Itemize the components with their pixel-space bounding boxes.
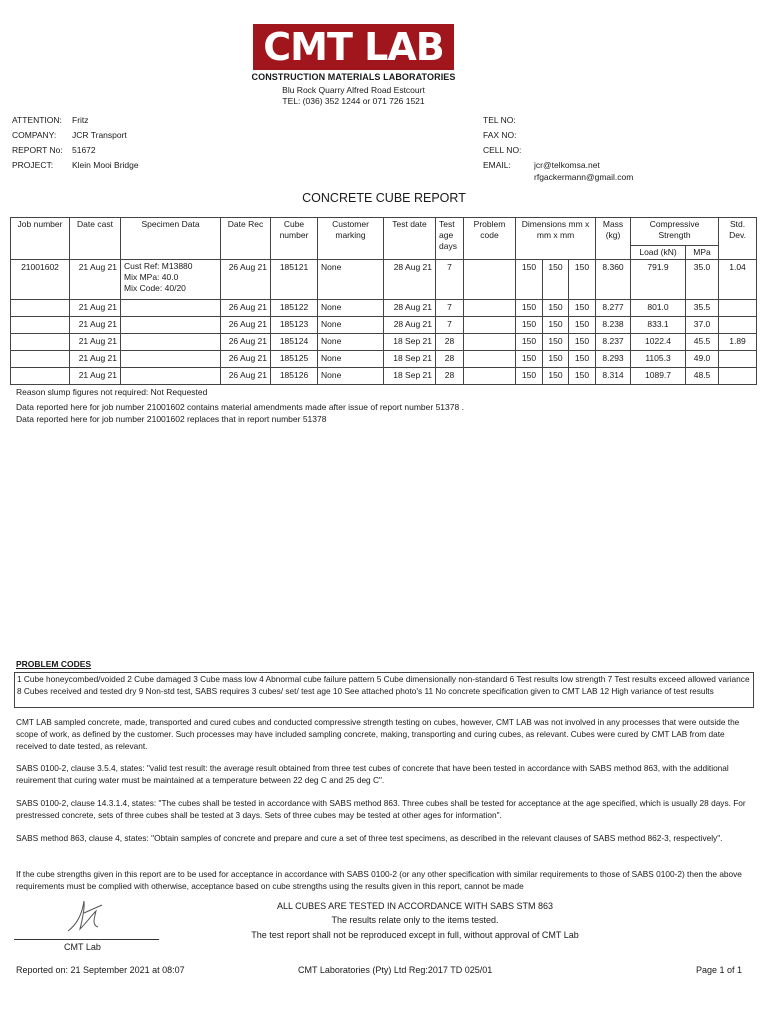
attention-label: ATTENTION:: [12, 115, 62, 125]
cell-job: [11, 351, 70, 368]
cell-job: 21001602: [11, 260, 70, 300]
reported-on: Reported on: 21 September 2021 at 08:07: [16, 965, 185, 975]
cell-cube: 185125: [271, 351, 318, 368]
company-logo: CMT LAB: [253, 24, 454, 70]
specimen-line: Cust Ref: M13880: [124, 261, 193, 271]
col-cube-number: Cube number: [271, 218, 318, 260]
table-row: [11, 351, 757, 368]
footer-standard: ALL CUBES ARE TESTED IN ACCORDANCE WITH SABS STM 863: [276, 901, 554, 911]
cell-load: 1022.4: [631, 334, 686, 351]
project-value: Klein Mooi Bridge: [72, 160, 139, 170]
problem-codes-title: PROBLEM CODES: [16, 659, 92, 669]
cell-test-date: 28 Aug 21: [384, 260, 436, 300]
col-compressive-strength: Compressive Strength: [631, 218, 719, 246]
note-replaces: Data reported here for job number 21001602 replaces that in report number 51378: [16, 414, 327, 424]
cell-cube: 185124: [271, 334, 318, 351]
cell-customer: None: [318, 368, 384, 385]
attention-value: Fritz: [72, 115, 89, 125]
note-slump: Reason slump figures not required: Not Requested: [16, 387, 208, 397]
cell-cube: 185121: [271, 260, 318, 300]
cell-dim3: 150: [569, 334, 596, 351]
cell-cube: 185122: [271, 300, 318, 317]
cell-specimen: [121, 368, 221, 385]
report-no-label: REPORT No:: [12, 145, 63, 155]
cell-problem: [464, 351, 516, 368]
cell-date-cast: 21 Aug 21: [70, 317, 121, 334]
table-row: [11, 260, 757, 300]
cell-specimen: [121, 351, 221, 368]
cell-load: 1105.3: [631, 351, 686, 368]
paragraph-sabs-863: SABS method 863, clause 4, states: "Obtain samples of concrete and prepare and cure a set of three test specimens, as described in the relevant clauses of SABS method 862-3, respectively".: [16, 833, 723, 843]
cell-problem: [464, 368, 516, 385]
col-mass: Mass (kg): [596, 218, 631, 260]
fax-no-label: FAX NO:: [483, 130, 517, 140]
cell-problem: [464, 317, 516, 334]
footer-results-note: The results relate only to the items tested.: [331, 915, 499, 925]
company-tel: TEL: (036) 352 1244 or 071 726 1521: [282, 96, 425, 106]
cell-age: 7: [436, 260, 464, 300]
cell-date-cast: 21 Aug 21: [70, 368, 121, 385]
cell-no-label: CELL NO:: [483, 145, 522, 155]
cell-dim2: 150: [543, 260, 569, 300]
cell-test-date: 18 Sep 21: [384, 351, 436, 368]
cell-std: 1.89: [719, 334, 757, 351]
project-label: PROJECT:: [12, 160, 54, 170]
cell-dim1: 150: [516, 334, 543, 351]
cell-mass: 8.237: [596, 334, 631, 351]
company-label: COMPANY:: [12, 130, 57, 140]
cell-specimen: [121, 260, 221, 300]
cell-dim1: 150: [516, 300, 543, 317]
cell-customer: None: [318, 334, 384, 351]
cell-date-rec: 26 Aug 21: [221, 300, 271, 317]
report-title: CONCRETE CUBE REPORT: [302, 191, 466, 205]
specimen-line: Mix MPa: 40.0: [124, 272, 179, 282]
col-std-dev: Std. Dev.: [719, 218, 757, 260]
cell-std: 1.04: [719, 260, 757, 300]
company-address: Blu Rock Quarry Alfred Road Estcourt: [282, 85, 425, 95]
report-no-value: 51672: [72, 145, 96, 155]
cell-dim1: 150: [516, 317, 543, 334]
cell-mass: 8.277: [596, 300, 631, 317]
cell-mpa: 49.0: [686, 351, 719, 368]
cell-customer: None: [318, 300, 384, 317]
cell-job: [11, 300, 70, 317]
cell-problem: [464, 260, 516, 300]
cell-specimen: [121, 334, 221, 351]
col-load: Load (kN): [631, 246, 686, 260]
cell-load: 833.1: [631, 317, 686, 334]
signature-line: [14, 939, 159, 940]
cell-date-cast: 21 Aug 21: [70, 351, 121, 368]
cell-date-cast: 21 Aug 21: [70, 334, 121, 351]
cell-dim2: 150: [543, 334, 569, 351]
cell-customer: None: [318, 260, 384, 300]
cell-dim1: 150: [516, 351, 543, 368]
problem-codes-box: 1 Cube honeycombed/voided 2 Cube damaged 3 Cube mass low 4 Abnormal cube failure pattern 5 Cube dimensionally non-standard 6 Test results low strength 7 Test results exceed allowed variance 8 Cubes received and tested dry 9 Non-std test, SABS requires 3 cubes/ set/ test age 10 See attached photo's 11 No concrete specification given to CMT LAB 12 High variance of test results: [14, 672, 754, 708]
table-row: [11, 317, 757, 334]
cell-mpa: 35.5: [686, 300, 719, 317]
paragraph-sabs-354: SABS 0100-2, clause 3.5.4, states: "valid test result: the average result obtained from three test cubes of concrete that have been tested in accordance with SABS method 863, with the additional reuirement that curing water must be maintained at a temperature between 22 deg C and 25 deg C".: [16, 763, 729, 785]
cell-test-date: 18 Sep 21: [384, 334, 436, 351]
paragraph-sabs-14314: SABS 0100-2, clause 14.3.1.4, states: "The cubes shall be tested in accordance with SABS method 863. Three cubes shall be tested for acceptance at the age specified, which is usually 28 days. For prestressed concrete, sets of three cubes shall be tested at 3 days. Sets of three cubes may be tested at other ages for information".: [16, 798, 746, 820]
tel-no-label: TEL NO:: [483, 115, 516, 125]
cell-test-date: 18 Sep 21: [384, 368, 436, 385]
cell-mpa: 37.0: [686, 317, 719, 334]
col-test-age: Test age days: [436, 218, 464, 260]
cell-dim1: 150: [516, 368, 543, 385]
cell-age: 28: [436, 334, 464, 351]
cell-mass: 8.238: [596, 317, 631, 334]
table-row: [11, 300, 757, 317]
cell-date-rec: 26 Aug 21: [221, 317, 271, 334]
signature-label: CMT Lab: [64, 942, 101, 952]
col-specimen-data: Specimen Data: [121, 218, 221, 260]
cell-std: [719, 368, 757, 385]
cell-mass: 8.360: [596, 260, 631, 300]
cell-load: 1089.7: [631, 368, 686, 385]
table-header-row: [11, 218, 757, 246]
specimen-line: Mix Code: 40/20: [124, 283, 186, 293]
cell-specimen: [121, 300, 221, 317]
cell-dim1: 150: [516, 260, 543, 300]
cell-customer: None: [318, 351, 384, 368]
email-value-1[interactable]: jcr@telkomsa.net: [534, 160, 600, 170]
col-test-date: Test date: [384, 218, 436, 260]
col-problem-code: Problem code: [464, 218, 516, 260]
note-amendments: Data reported here for job number 21001602 contains material amendments made after issue of report number 51378 .: [16, 402, 464, 412]
cell-job: [11, 317, 70, 334]
cell-age: 7: [436, 317, 464, 334]
cell-age: 28: [436, 368, 464, 385]
cell-job: [11, 368, 70, 385]
company-registration: CMT Laboratories (Pty) Ltd Reg:2017 TD 025/01: [298, 965, 493, 975]
col-customer-marking: Customer marking: [318, 218, 384, 260]
email-label: EMAIL:: [483, 160, 511, 170]
col-dimensions: Dimensions mm x mm x mm: [516, 218, 596, 260]
cell-job: [11, 334, 70, 351]
cell-dim2: 150: [543, 317, 569, 334]
cell-cube: 185126: [271, 368, 318, 385]
col-mpa: MPa: [686, 246, 719, 260]
cell-dim3: 150: [569, 351, 596, 368]
cell-test-date: 28 Aug 21: [384, 300, 436, 317]
col-date-rec: Date Rec: [221, 218, 271, 260]
cell-problem: [464, 300, 516, 317]
cell-mpa: 35.0: [686, 260, 719, 300]
cell-dim2: 150: [543, 351, 569, 368]
cell-date-rec: 26 Aug 21: [221, 334, 271, 351]
cell-std: [719, 300, 757, 317]
cube-results-table: [10, 217, 757, 385]
cell-age: 28: [436, 351, 464, 368]
cell-std: [719, 317, 757, 334]
page-number: Page 1 of 1: [696, 965, 743, 975]
cell-mpa: 48.5: [686, 368, 719, 385]
cell-dim2: 150: [543, 300, 569, 317]
paragraph-acceptance: If the cube strengths given in this report are to be used for acceptance in accordance with SABS 0100-2 (or any other specification with similar requirements to those of SABS 0100-2) then the above requirements must be complied with otherwise, acceptance based on cube strengths using the results given in this report, cannot be made: [16, 869, 742, 891]
cell-customer: None: [318, 317, 384, 334]
cell-mass: 8.293: [596, 351, 631, 368]
cell-specimen: [121, 317, 221, 334]
company-subtitle: CONSTRUCTION MATERIALS LABORATORIES: [251, 72, 456, 82]
cell-date-cast: 21 Aug 21: [70, 260, 121, 300]
table-row: [11, 334, 757, 351]
cell-load: 801.0: [631, 300, 686, 317]
cell-dim3: 150: [569, 260, 596, 300]
footer-reproduction-note: The test report shall not be reproduced except in full, without approval of CMT Lab: [251, 930, 579, 940]
cell-load: 791.9: [631, 260, 686, 300]
col-date-cast: Date cast: [70, 218, 121, 260]
cell-date-rec: 26 Aug 21: [221, 351, 271, 368]
cell-mass: 8.314: [596, 368, 631, 385]
col-job-number: Job number: [11, 218, 70, 260]
cell-mpa: 45.5: [686, 334, 719, 351]
cell-date-rec: 26 Aug 21: [221, 260, 271, 300]
cell-cube: 185123: [271, 317, 318, 334]
cell-test-date: 28 Aug 21: [384, 317, 436, 334]
cell-dim3: 150: [569, 368, 596, 385]
cell-dim3: 150: [569, 300, 596, 317]
signature-image: [62, 895, 110, 937]
email-value-2[interactable]: rfgackermann@gmail.com: [534, 172, 634, 182]
cell-dim2: 150: [543, 368, 569, 385]
cell-date-cast: 21 Aug 21: [70, 300, 121, 317]
cell-std: [719, 351, 757, 368]
table-row: [11, 368, 757, 385]
company-value: JCR Transport: [72, 130, 127, 140]
paragraph-scope: CMT LAB sampled concrete, made, transported and cured cubes and conducted compressive strength testing on cubes, however, CMT LAB was not involved in any processes that were outside the scope of work, as defined by the customer. Such processes may have included sampling concrete, making, transporting and curing cubes, as relevant. Cubes were cured by CMT LAB from date received to date tested, as relevant.: [16, 717, 740, 751]
cell-date-rec: 26 Aug 21: [221, 368, 271, 385]
cell-dim3: 150: [569, 317, 596, 334]
cell-age: 7: [436, 300, 464, 317]
cell-problem: [464, 334, 516, 351]
